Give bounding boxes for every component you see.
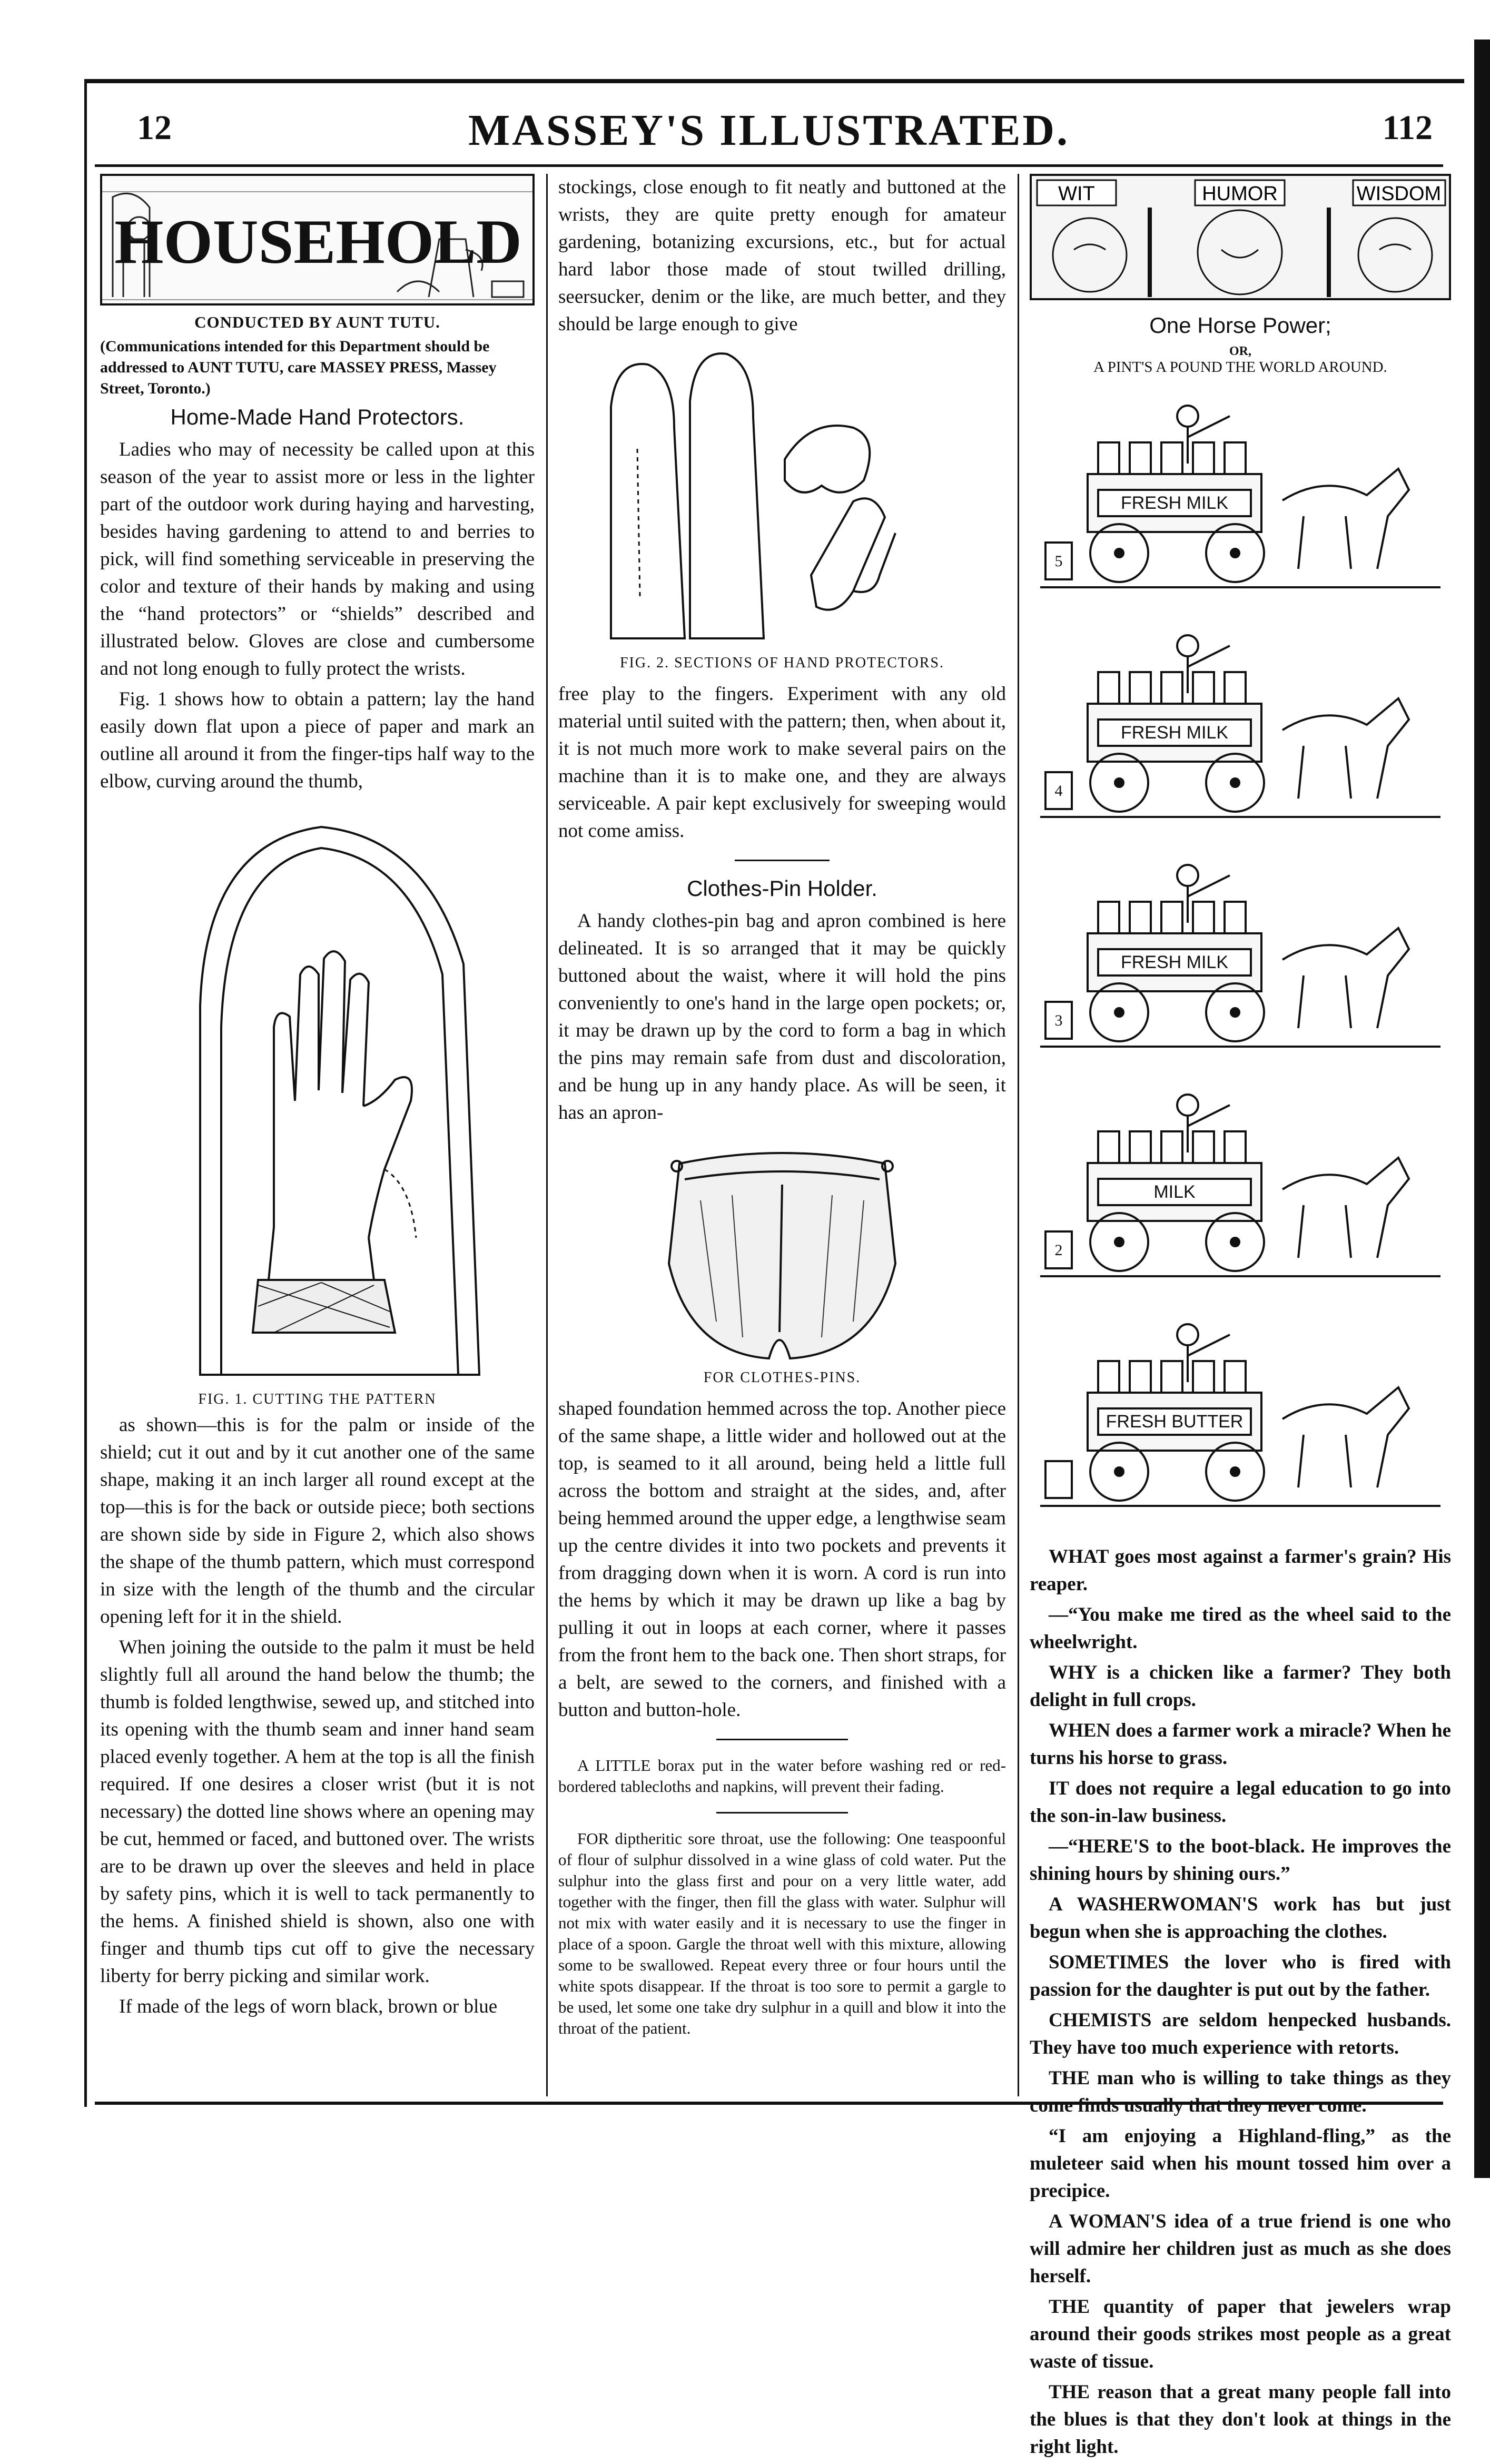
milk-can	[1225, 1361, 1246, 1393]
page-number-left: 12	[137, 109, 172, 147]
driver-head	[1177, 1095, 1198, 1116]
milestone-number: 2	[1054, 1241, 1063, 1259]
wheel-hub	[1115, 549, 1123, 557]
milk-can	[1098, 902, 1119, 933]
column-middle	[558, 174, 1006, 2042]
cartoon-subtitle: A PINT'S A POUND THE WORLD AROUND.	[1093, 359, 1387, 376]
banner-wisdom: WISDOM	[1356, 183, 1442, 205]
milk-can	[1193, 672, 1214, 704]
milk-can	[1193, 442, 1214, 474]
milk-can	[1130, 1361, 1151, 1393]
milk-can	[1098, 442, 1119, 474]
milk-can	[1225, 1131, 1246, 1163]
page-edge-bar	[1474, 40, 1490, 2178]
milk-can	[1193, 1131, 1214, 1163]
separator	[735, 860, 830, 861]
wheel-hub	[1231, 1008, 1239, 1017]
top-rule	[84, 79, 1464, 83]
milk-can	[1161, 1131, 1182, 1163]
milestone-number: 5	[1054, 553, 1063, 570]
milk-can	[1225, 902, 1246, 933]
milestone	[1045, 1461, 1072, 1498]
paragraph: If made of the legs of worn black, brown or blue	[119, 1996, 498, 2017]
wagon-sign-label: FRESH MILK	[1120, 723, 1229, 743]
milk-can	[1130, 672, 1151, 704]
wagon-sign-label: FRESH MILK	[1120, 493, 1229, 513]
clothes-pin-bag-illustration	[558, 1132, 1006, 1364]
wit-item: “I am enjoying a Highland-fling,” as the muleteer said when his mount tossed him over a precipice.	[1030, 2125, 1451, 2202]
paragraph: Ladies who may of necessity be called upon at this season of the year to assist more or less in the lighter part of the outdoor work during haying and harvesting, besides having gardening to attend to and berries to pick, will find something serviceable in preserving the color and texture of their hands by making and using the “hand protectors” or “shields” described and illustrated below. Gloves are close and cumbersome and not long enough to fully protect the wrists.	[100, 439, 535, 679]
wit-item: THE quantity of paper that jewelers wrap around their goods strikes most people as a great waste of tissue.	[1030, 2296, 1451, 2372]
conductor-line: CONDUCTED BY AUNT TUTU.	[194, 313, 440, 331]
paragraph: Fig. 1 shows how to obtain a pattern; lay the hand easily down flat upon a piece of paper and mark an outline all around it from the finger-tips half way to the elbow, curving around the thumb,	[100, 688, 535, 792]
milk-can	[1130, 1131, 1151, 1163]
wit-item: THE man who is willing to take things as they come finds usually that they never come.	[1030, 2067, 1451, 2116]
milk-can	[1130, 902, 1151, 933]
figure-2-caption: FIG. 2. SECTIONS OF HAND PROTECTORS.	[619, 655, 944, 671]
hand-protector-sections-illustration	[558, 343, 1006, 649]
wagon-sign-label: FRESH BUTTER	[1106, 1412, 1244, 1432]
wheel-hub	[1231, 778, 1239, 787]
milk-can	[1193, 902, 1214, 933]
cartoon-or: OR,	[1229, 344, 1251, 358]
driver-head	[1177, 635, 1198, 656]
wagon-sign-label: MILK	[1153, 1182, 1196, 1202]
household-banner-art	[102, 176, 532, 303]
banner-humor: HUMOR	[1202, 183, 1278, 205]
wagon-sign-label: FRESH MILK	[1120, 952, 1229, 972]
paragraph: shaped foundation hemmed across the top. Another piece of the same shape, a little wider and hollowed out at the top, is seamed to it all around, being held a little full across the bottom and straight at the sides, and, after being hemmed around the upper edge, a lengthwise seam up the centre divides it into two pockets and prevents it from dragging down when it is worn. A cord is run into the hems by which it may be drawn up like a bag by pulling it out in loops at each corner, where it passes from the front hem to the back one. Then short straps, for a belt, are sewed to the corners, and finished with a button and button-hole.	[558, 1398, 1006, 1721]
wit-item: WHEN does a farmer work a miracle? When he turns his horse to grass.	[1030, 1720, 1451, 1769]
milk-can	[1098, 672, 1119, 704]
paragraph: When joining the outside to the palm it must be held slightly full all around the hand below the thumb; the thumb is folded lengthwise, sewed up, and stitched into its opening with the thumb seam and inner hand seam placed evenly together. A hem at the top is all the finish required. If one desires a closer wrist (but it is not necessary) the dotted line shows where an opening may be cut, hemmed or faced, and buttoned over. The wrists are to be drawn up over the sleeves and held in place by safety pins, which it is well to tack permanently to the hems. A finished shield is shown, also one with finger and thumb tips cut off to give the necessary liberty for berry picking and similar work.	[100, 1637, 535, 1987]
paragraph: as shown—this is for the palm or inside of the shield; cut it out and by it cut another one of the same shape, making it an inch larger all round except at the top—this is for the back or outside piece; both sections are shown side by side in Figure 2, which also shows the shape of the thumb pattern, which must correspond in size with the length of the thumb and the circular opening left for it in the shield.	[100, 1414, 535, 1628]
wit-item: THE reason that a great many people fall into the blues is that they don't look at things in the right light.	[1030, 2381, 1451, 2458]
wheel-hub	[1231, 549, 1239, 557]
household-banner-title: HOUSEHOLD	[114, 206, 522, 277]
wit-item: IT does not require a legal education to go into the son-in-law business.	[1030, 1778, 1451, 1827]
milk-can	[1161, 1361, 1182, 1393]
horse	[1282, 698, 1409, 799]
wheel-hub	[1231, 1467, 1239, 1476]
horse	[1282, 1387, 1409, 1487]
figure-2-sections	[558, 343, 1006, 681]
wit-humor-wisdom-banner	[1030, 174, 1451, 300]
paragraph-sore-throat: FOR diptheritic sore throat, use the following: One teaspoonful of flour of sulphur dissolved in a wine glass of cold water. Put the sulphur into the glass first and pour on a very little water, add together with the finger, then fill the glass with water. Sulphur will not mix with water easily and it is necessary to use the finger in place of a spoon. Gargle the throat well with this mixture, allowing some to be swallowed. Repeat every three or four hours until the white spots disappear. If the throat is too sore to permit a gargle to be used, let some one take dry sulphur in a quill and blow it into the throat of the patient.	[558, 1829, 1006, 2037]
column-rule-2	[1018, 174, 1019, 2096]
paragraph: free play to the fingers. Experiment with any old material until suited with the pattern; then, when about it, it is not much more work to make several pairs on the machine than it is to make one, and they are always serviceable. A pair kept exclusively for sweeping would not come amiss.	[558, 683, 1006, 842]
wit-item: WHY is a chicken like a farmer? They both delight in full crops.	[1030, 1662, 1451, 1711]
figure-3-caption: FOR CLOTHES-PINS.	[703, 1369, 861, 1386]
driver-head	[1177, 406, 1198, 427]
wheel-hub	[1115, 1467, 1123, 1476]
milk-can	[1225, 672, 1246, 704]
milk-can	[1098, 1361, 1119, 1393]
article-title-hand-protectors: Home-Made Hand Protectors.	[170, 405, 465, 429]
wit-items	[1030, 1543, 1451, 2461]
milk-can	[1225, 442, 1246, 474]
milk-can	[1161, 902, 1182, 933]
page-number-right: 112	[1382, 109, 1433, 147]
milestone-number: 4	[1054, 782, 1063, 800]
left-border	[84, 79, 87, 2107]
wheel-hub	[1115, 1238, 1123, 1246]
wit-item: SOMETIMES the lover who is fired with passion for the daughter is put out by the father.	[1030, 1952, 1451, 2000]
wheel-hub	[1231, 1238, 1239, 1246]
wit-item: A WOMAN'S idea of a true friend is one who will admire her children just as much as she does herself.	[1030, 2211, 1451, 2287]
banner-wit: WIT	[1058, 183, 1095, 205]
communications-note: (Communications intended for this Department should be addressed to AUNT TUTU, care MASSEY PRESS, Massey Street, Toronto.)	[100, 338, 497, 397]
hand-pattern-illustration	[100, 806, 535, 1385]
one-horse-power-cartoon	[1030, 385, 1451, 1533]
wit-item: —“You make me tired as the wheel said to the wheelwright.	[1030, 1604, 1451, 1653]
horse	[1282, 469, 1409, 569]
paragraph: A handy clothes-pin bag and apron combined is here delineated. It is so arranged that it may be quickly buttoned about the waist, where it will hold the pins conveniently to one's hand in the large open pockets; or, it may be drawn up by the cord to form a bag in which the pins may remain safe from dust and discoloration, and be hung up in any handy place. As will be seen, it has an apron-	[558, 910, 1006, 1123]
figure-1-hand-pattern	[100, 806, 535, 1412]
wit-item: A WASHERWOMAN'S work has but just begun when she is approaching the clothes.	[1030, 1894, 1451, 1943]
horse	[1282, 928, 1409, 1028]
wheel-hub	[1115, 778, 1123, 787]
household-banner	[100, 174, 535, 305]
column-rule-1	[546, 174, 548, 2096]
figure-3-clothes-pin-bag	[558, 1132, 1006, 1395]
cartoon-panels	[1030, 385, 1451, 1533]
milk-can	[1193, 1361, 1214, 1393]
column-household	[100, 174, 535, 2024]
figure-1-caption: FIG. 1. CUTTING THE PATTERN	[198, 1391, 437, 1407]
masthead-title: MASSEY'S ILLUSTRATED.	[468, 106, 1070, 155]
paragraph-borax: A LITTLE borax put in the water before washing red or red-bordered tablecloths and napkins, will prevent their fading.	[558, 1756, 1006, 1796]
wheel-hub	[1115, 1008, 1123, 1017]
milk-can	[1098, 1131, 1119, 1163]
cartoon-title: One Horse Power;	[1149, 313, 1331, 338]
header-rule	[95, 164, 1443, 167]
article-title-clothes-pin: Clothes-Pin Holder.	[687, 876, 877, 901]
separator	[716, 1812, 848, 1813]
milk-can	[1161, 672, 1182, 704]
milk-can	[1130, 442, 1151, 474]
page-header	[95, 97, 1443, 161]
column-wit-humor	[1030, 174, 1451, 2464]
horse	[1282, 1158, 1409, 1258]
wit-item: WHAT goes most against a farmer's grain? His reaper.	[1030, 1546, 1451, 1595]
driver-head	[1177, 865, 1198, 886]
paragraph: stockings, close enough to fit neatly and buttoned at the wrists, they are quite pretty enough for amateur gardening, botanizing excursions, etc., but for actual hard labor those made of stout twilled drilling, seersucker, denim or the like, are much better, and they should be large enough to give	[558, 176, 1006, 335]
milestone-number: 3	[1054, 1012, 1063, 1029]
wit-item: CHEMISTS are seldom henpecked husbands. They have too much experience with retorts.	[1030, 2009, 1451, 2058]
milk-can	[1161, 442, 1182, 474]
wit-item: —“HERE'S to the boot-black. He improves the shining hours by shining ours.”	[1030, 1836, 1451, 1885]
driver-head	[1177, 1324, 1198, 1345]
wit-humor-wisdom-art	[1032, 176, 1449, 298]
separator	[716, 1739, 848, 1740]
